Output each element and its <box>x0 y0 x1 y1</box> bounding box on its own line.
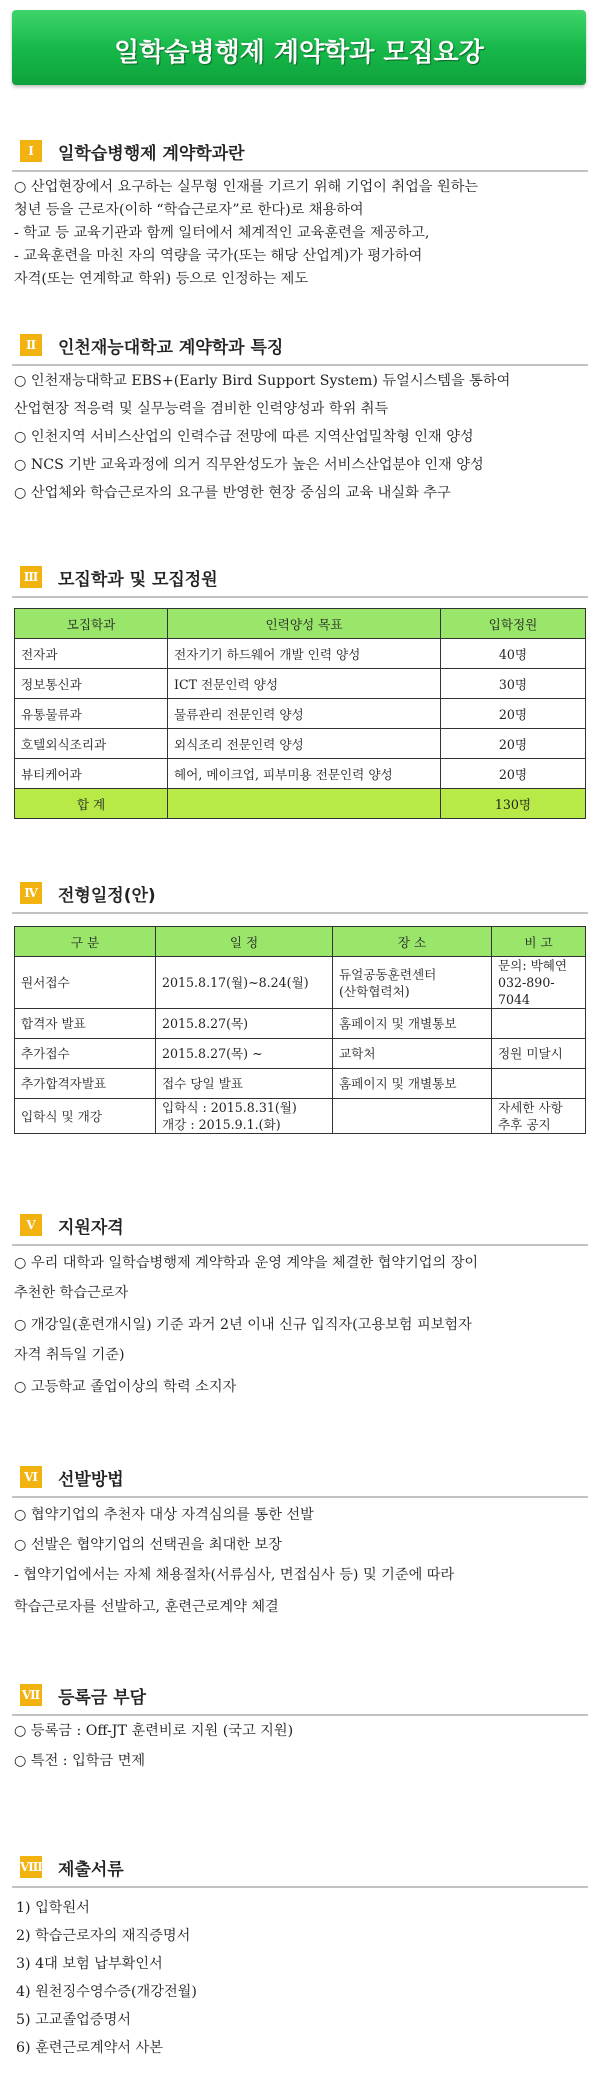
table-cell: 30명 <box>441 669 586 699</box>
document-list-item: 5) 고교졸업증명서 <box>16 2012 132 2028</box>
section-1-header <box>12 136 588 172</box>
table-cell: 외식조리 전문인력 양성 <box>168 729 441 759</box>
table-cell: 접수 당일 발표 <box>156 1069 333 1099</box>
table-row <box>15 729 586 759</box>
section-4-number: Ⅳ <box>20 882 42 904</box>
section-7-title: 등록금 부담 <box>58 1688 147 1708</box>
table-cell: 입학식 : 2015.8.31(월) 개강 : 2015.9.1.(화) <box>156 1099 333 1134</box>
section-2-line: 산업현장 적응력 및 실무능력을 겸비한 인력양성과 학위 취득 <box>14 401 389 417</box>
table-cell: 홈페이지 및 개별통보 <box>333 1069 492 1099</box>
section-5-line: ○ 개강일(훈련개시일) 기준 과거 2년 이내 신규 입직자(고용보험 피보험자 <box>14 1317 472 1333</box>
table-header-cell: 입학정원 <box>441 609 586 639</box>
section-1-line: 자격(또는 연계학교 학위) 등으로 인정하는 제도 <box>14 271 309 287</box>
table-row <box>15 639 586 669</box>
table-row <box>15 759 586 789</box>
section-8-title: 제출서류 <box>58 1860 124 1880</box>
table-cell: 홈페이지 및 개별통보 <box>333 1009 492 1039</box>
table-cell: 뷰티케어과 <box>15 759 168 789</box>
table-cell: 교학처 <box>333 1039 492 1069</box>
table-header-row <box>15 927 586 957</box>
document-list-item: 1) 입학원서 <box>16 1900 90 1916</box>
section-7-line: ○ 특전 : 입학금 면제 <box>14 1753 146 1769</box>
section-2-header <box>12 330 588 366</box>
document-list-item: 2) 학습근로자의 재직증명서 <box>16 1928 191 1944</box>
section-5-line: ○ 고등학교 졸업이상의 학력 소지자 <box>14 1379 237 1395</box>
section-5-title: 지원자격 <box>58 1218 124 1238</box>
section-2-title: 인천재능대학교 계약학과 특징 <box>58 338 284 358</box>
table-cell: 정보통신과 <box>15 669 168 699</box>
table-header-cell: 비 고 <box>492 927 586 957</box>
section-6-title: 선발방법 <box>58 1470 124 1490</box>
section-1-line: - 학교 등 교육기관과 함께 일터에서 체계적인 교육훈련을 제공하고, <box>14 225 430 241</box>
section-5-number: Ⅴ <box>20 1214 42 1236</box>
section-1-line: ○ 산업현장에서 요구하는 실무형 인재를 기르기 위해 기업이 취업을 원하는 <box>14 179 479 195</box>
table-cell: 헤어, 메이크업, 피부미용 전문인력 양성 <box>168 759 441 789</box>
table-header-cell: 인력양성 목표 <box>168 609 441 639</box>
section-6-header <box>12 1462 588 1498</box>
table-cell: 물류관리 전문인력 양성 <box>168 699 441 729</box>
table-cell <box>492 1009 586 1039</box>
table-cell: 20명 <box>441 729 586 759</box>
recruitment-table <box>14 608 586 819</box>
section-5-line: 추천한 학습근로자 <box>14 1285 129 1301</box>
table-cell: ICT 전문인력 양성 <box>168 669 441 699</box>
schedule-table <box>14 926 586 1134</box>
table-header-row <box>15 609 586 639</box>
table-cell: 자세한 사항 추후 공지 <box>492 1099 586 1134</box>
section-1-line: 청년 등을 근로자(이하 “학습근로자”로 한다)로 채용하여 <box>14 202 364 218</box>
section-6-line: ○ 선발은 협약기업의 선택권을 최대한 보장 <box>14 1537 282 1553</box>
table-header-cell: 모집학과 <box>15 609 168 639</box>
table-cell: 듀얼공동훈련센터 (산학협력처) <box>333 957 492 1009</box>
section-4-header <box>12 878 588 914</box>
section-6-line: - 협약기업에서는 자체 채용절차(서류심사, 면접심사 등) 및 기준에 따라 <box>14 1567 455 1583</box>
document-list-item: 6) 훈련근로계약서 사본 <box>16 2040 163 2056</box>
table-cell: 호텔외식조리과 <box>15 729 168 759</box>
section-3-header <box>12 562 588 598</box>
page-title: 일학습병행제 계약학과 모집요강 <box>114 38 484 68</box>
section-3-title: 모집학과 및 모집정원 <box>58 570 218 590</box>
table-cell: 전자과 <box>15 639 168 669</box>
title-banner <box>12 10 586 85</box>
total-value: 130명 <box>441 789 586 819</box>
section-6-number: Ⅵ <box>20 1466 42 1488</box>
section-3-number: Ⅲ <box>20 566 42 588</box>
table-cell <box>492 1069 586 1099</box>
section-4-title: 전형일정(안) <box>58 886 156 906</box>
document-list-item: 3) 4대 보험 납부확인서 <box>16 1956 163 1972</box>
total-label: 합 계 <box>15 789 168 819</box>
table-cell: 2015.8.27(목) ~ <box>156 1039 333 1069</box>
table-cell: 20명 <box>441 699 586 729</box>
table-row <box>15 1039 586 1069</box>
table-row <box>15 1069 586 1099</box>
section-2-line: ○ 산업체와 학습근로자의 요구를 반영한 현장 중심의 교육 내실화 추구 <box>14 485 451 501</box>
table-row <box>15 699 586 729</box>
section-7-number: Ⅶ <box>20 1684 42 1706</box>
table-header-cell: 구 분 <box>15 927 156 957</box>
table-cell: 입학식 및 개강 <box>15 1099 156 1134</box>
section-8-number: Ⅷ <box>20 1856 42 1878</box>
table-row <box>15 669 586 699</box>
table-cell <box>168 789 441 819</box>
section-7-header <box>12 1680 588 1716</box>
table-row <box>15 1099 586 1134</box>
table-cell: 전자기기 하드웨어 개발 인력 양성 <box>168 639 441 669</box>
table-cell: 2015.8.27(목) <box>156 1009 333 1039</box>
table-cell <box>333 1099 492 1134</box>
table-cell: 20명 <box>441 759 586 789</box>
section-6-line: ○ 협약기업의 추천자 대상 자격심의를 통한 선발 <box>14 1507 314 1523</box>
table-cell: 2015.8.17(월)~8.24(월) <box>156 957 333 1009</box>
section-1-line: - 교육훈련을 마친 자의 역량을 국가(또는 해당 산업계)가 평가하여 <box>14 248 423 264</box>
section-7-line: ○ 등록금 : Off-JT 훈련비로 지원 (국고 지원) <box>14 1723 294 1739</box>
table-cell: 추가합격자발표 <box>15 1069 156 1099</box>
table-header-cell: 장 소 <box>333 927 492 957</box>
table-cell: 40명 <box>441 639 586 669</box>
section-5-line: 자격 취득일 기준) <box>14 1347 125 1363</box>
table-cell: 유통물류과 <box>15 699 168 729</box>
section-2-line: ○ 인천지역 서비스산업의 인력수급 전망에 따른 지역산업밀착형 인재 양성 <box>14 429 474 445</box>
section-8-header <box>12 1852 588 1888</box>
table-row <box>15 1009 586 1039</box>
table-header-cell: 일 정 <box>156 927 333 957</box>
section-6-line: 학습근로자를 선발하고, 훈련근로계약 체결 <box>14 1599 279 1615</box>
section-5-header <box>12 1210 588 1246</box>
table-cell: 정원 미달시 <box>492 1039 586 1069</box>
document-list-item: 4) 원천징수영수증(개강전월) <box>16 1984 197 2000</box>
table-cell: 합격자 발표 <box>15 1009 156 1039</box>
section-2-line: ○ NCS 기반 교육과정에 의거 직무완성도가 높은 서비스산업분야 인재 양성 <box>14 457 484 473</box>
section-1-number: Ⅰ <box>20 140 42 162</box>
table-row <box>15 957 586 1009</box>
section-2-line: ○ 인천재능대학교 EBS+(Early Bird Support System) 듀얼시스템을 통하여 <box>14 373 511 389</box>
table-total-row <box>15 789 586 819</box>
table-cell: 문의: 박혜연 032-890-7044 <box>492 957 586 1009</box>
table-cell: 추가접수 <box>15 1039 156 1069</box>
table-cell: 원서접수 <box>15 957 156 1009</box>
section-2-number: Ⅱ <box>20 334 42 356</box>
section-5-line: ○ 우리 대학과 일학습병행제 계약학과 운영 계약을 체결한 협약기업의 장이 <box>14 1255 479 1271</box>
section-1-title: 일학습병행제 계약학과란 <box>58 144 245 164</box>
